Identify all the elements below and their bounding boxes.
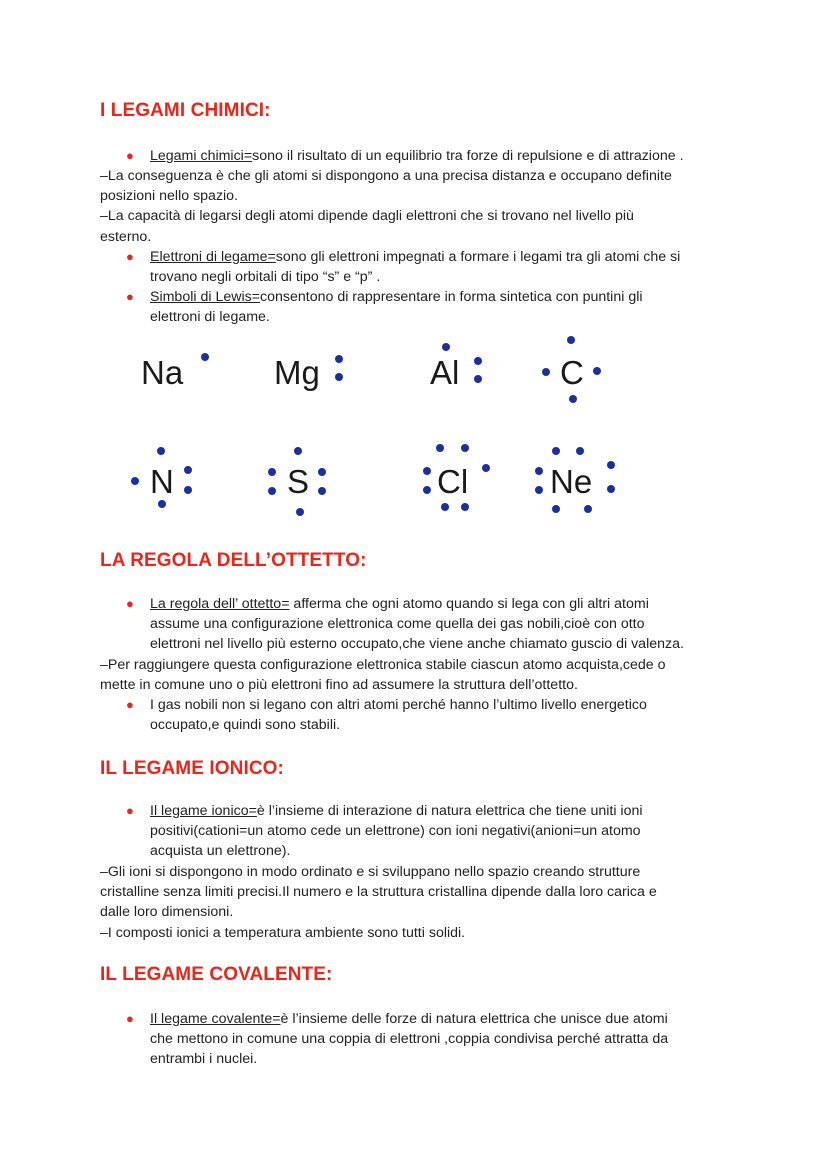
term-simboli-lewis: Simboli di Lewis= [150, 289, 261, 305]
heading-regola-ottetto: LA REGOLA DELL’OTTETTO: [100, 550, 367, 571]
electron-dot [584, 505, 592, 513]
electron-dot [131, 477, 139, 485]
electron-dot [461, 444, 469, 452]
electron-dot [552, 505, 560, 513]
electron-dot [335, 373, 343, 381]
electron-dot [576, 447, 584, 455]
bullet-dot-icon: ● [126, 148, 134, 163]
lewis-symbols-figure [0, 330, 828, 530]
electron-dot [552, 447, 560, 455]
electron-dot [607, 485, 615, 493]
text: è l’insieme di interazione di natura elettrica che tiene uniti ioni [256, 803, 643, 819]
paragraph-conseguenza [100, 166, 730, 247]
bullet-gas-nobili [126, 695, 760, 735]
bullet-elettroni-legame [126, 247, 760, 287]
electron-dot [294, 447, 302, 455]
electron-dot [474, 357, 482, 365]
line: –La conseguenza è che gli atomi si dispongono a una precisa distanza e occupano definite [100, 168, 672, 184]
text: afferma che ogni atomo quando si lega con gli altri atomi [289, 596, 649, 612]
line: acquista un elettrone). [150, 843, 291, 860]
bullet-regola-ottetto [126, 594, 760, 655]
electron-dot [542, 368, 550, 376]
bullet-legame-ionico [126, 801, 760, 862]
term-legame-covalente: Il legame covalente= [150, 1011, 281, 1027]
line: I gas nobili non si legano con altri atomi perché hanno l’ultimo livello energetico [150, 697, 647, 713]
paragraph-ioni [100, 862, 730, 943]
lewis-symbol-s: S [287, 463, 310, 500]
electron-dot [296, 508, 304, 516]
electron-dot [607, 461, 615, 469]
term-legame-ionico: Il legame ionico= [150, 803, 257, 819]
electron-dot [318, 468, 326, 476]
line: mette in comune uno o più elettroni fino ad assumere la struttura dell’ottetto. [100, 677, 578, 694]
line: elettroni nel livello più esterno occupato,che viene anche chiamato guscio di valenza. [150, 636, 684, 653]
line: esterno. [100, 228, 152, 245]
bullet-dot-icon: ● [126, 289, 134, 304]
term-legami-chimici: Legami chimici= [150, 148, 253, 164]
electron-dot [441, 503, 449, 511]
bullet-legame-covalente [126, 1009, 760, 1070]
term-elettroni-legame: Elettroni di legame= [150, 249, 276, 265]
electron-dot [567, 336, 575, 344]
bullet-legami-chimici [126, 146, 760, 166]
electron-dot [423, 467, 431, 475]
lewis-symbol-al: Al [430, 354, 460, 391]
line: –La capacità di legarsi degli atomi dipende dagli elettroni che si trovano nel livello più [100, 208, 634, 225]
electron-dot [318, 487, 326, 495]
bullet-dot-icon: ● [126, 697, 134, 712]
line: dalle loro dimensioni. [100, 904, 234, 921]
bullet-dot-icon: ● [126, 1011, 134, 1026]
electron-dot [201, 353, 209, 361]
electron-dot [184, 466, 192, 474]
electron-dot [184, 486, 192, 494]
line: –I composti ionici a temperatura ambiente sono tutti solidi. [100, 924, 466, 941]
electron-dot [268, 487, 276, 495]
electron-dot [535, 467, 543, 475]
electron-dot [535, 486, 543, 494]
lewis-symbol-cl: Cl [437, 463, 469, 500]
line: occupato,e quindi sono stabili. [150, 717, 341, 734]
electron-dot [461, 503, 469, 511]
term-regola-ottetto: La regola dell’ ottetto= [150, 596, 290, 612]
line: posizioni nello spazio. [100, 188, 239, 205]
electron-dot [423, 486, 431, 494]
heading-legame-covalente: IL LEGAME COVALENTE: [100, 964, 333, 985]
line: trovano negli orbitali di tipo “s” e “p” . [150, 269, 381, 286]
electron-dot [268, 468, 276, 476]
electron-dot [436, 444, 444, 452]
line: positivi(cationi=un atomo cede un elettrone) con ioni negativi(anioni=un atomo [150, 823, 641, 840]
line: assume una configurazione elettronica come quella dei gas nobili,cioè con otto [150, 616, 645, 633]
heading-legame-ionico: IL LEGAME IONICO: [100, 758, 284, 779]
bullet-simboli-lewis [126, 287, 760, 327]
bullet-dot-icon: ● [126, 249, 134, 264]
line: entrambi i nuclei. [150, 1051, 258, 1068]
lewis-symbol-c: C [560, 354, 584, 391]
text: sono il risultato di un equilibrio tra forze di repulsione e di attrazione . [252, 148, 684, 164]
electron-dot [335, 355, 343, 363]
electron-dot [474, 375, 482, 383]
lewis-symbol-ne: Ne [550, 463, 593, 500]
line: elettroni di legame. [150, 309, 270, 326]
line: che mettono in comune una coppia di elettroni ,coppia condivisa perché attratta da [150, 1031, 669, 1048]
line: –Per raggiungere questa configurazione elettronica stabile ciascun atomo acquista,cede o [100, 657, 666, 673]
electron-dot [157, 447, 165, 455]
electron-dot [569, 395, 577, 403]
text: sono gli elettroni impegnati a formare i legami tra gli atomi che si [275, 249, 681, 265]
electron-dot [442, 343, 450, 351]
line: cristalline senza limiti precisi.Il numero e la struttura cristallina dipende dalla loro carica e [100, 884, 657, 901]
lewis-symbol-n: N [150, 463, 174, 500]
bullet-dot-icon: ● [126, 803, 134, 818]
electron-dot [482, 464, 490, 472]
electron-dot [158, 500, 166, 508]
electron-dot [593, 367, 601, 375]
line: –Gli ioni si dispongono in modo ordinato e si sviluppano nello spazio creando strutture [100, 864, 641, 880]
text: è l’insieme delle forze di natura elettrica che unisce due atomi [280, 1011, 668, 1027]
text: consentono di rappresentare in forma sintetica con puntini gli [260, 289, 643, 305]
bullet-dot-icon: ● [126, 596, 134, 611]
heading-legami-chimici: I LEGAMI CHIMICI: [100, 100, 271, 121]
lewis-symbol-mg: Mg [274, 354, 320, 391]
paragraph-configurazione [100, 655, 730, 695]
lewis-symbol-na: Na [141, 354, 184, 391]
